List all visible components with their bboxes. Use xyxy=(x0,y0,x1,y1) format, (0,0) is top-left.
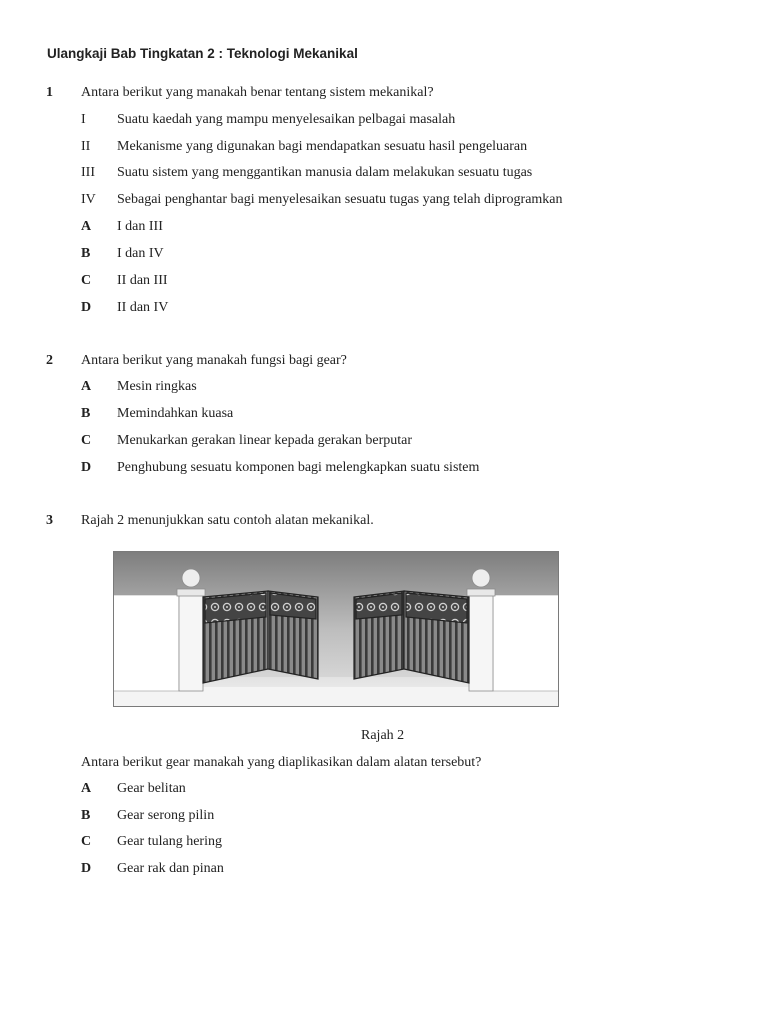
option-label: C xyxy=(81,273,92,288)
option-label: D xyxy=(81,861,92,876)
option-text: I dan IV xyxy=(117,246,164,261)
statement-text: Suatu kaedah yang mampu menyelesaikan pelbagai masalah xyxy=(117,112,456,127)
option-text: I dan III xyxy=(117,219,163,234)
option-label: D xyxy=(81,300,92,315)
option-label: A xyxy=(81,379,92,394)
gate-left-leaf xyxy=(203,591,318,683)
option-text: Memindahkan kuasa xyxy=(117,406,234,421)
statement-text: Sebagai penghantar bagi menyelesaikan sesuatu tugas yang telah diprogramkan xyxy=(117,192,563,207)
option-text: Gear tulang hering xyxy=(117,834,222,849)
figure-caption: Rajah 2 xyxy=(361,728,405,743)
question-number: 2 xyxy=(46,353,53,368)
gate-right-leaf xyxy=(354,591,469,683)
statement-label: II xyxy=(81,139,91,154)
question-number: 1 xyxy=(46,85,53,100)
option-label: A xyxy=(81,781,92,796)
option-label: C xyxy=(81,433,92,448)
option-text: Menukarkan gerakan linear kepada gerakan berputar xyxy=(117,433,413,448)
option-text: II dan III xyxy=(117,273,168,288)
statement-label: III xyxy=(81,165,95,180)
option-label: A xyxy=(81,219,92,234)
question-text: Antara berikut yang manakah benar tentang sistem mekanikal? xyxy=(81,85,434,100)
statement-label: IV xyxy=(81,192,96,207)
gate-illustration xyxy=(113,551,559,707)
option-label: B xyxy=(81,246,91,261)
option-text: Penghubung sesuatu komponen bagi melengkapkan suatu sistem xyxy=(117,460,480,475)
option-text: Gear serong pilin xyxy=(117,808,215,823)
statement-text: Mekanisme yang digunakan bagi mendapatkan sesuatu hasil pengeluaran xyxy=(117,139,528,154)
option-text: Mesin ringkas xyxy=(117,379,197,394)
option-label: D xyxy=(81,460,92,475)
option-label: C xyxy=(81,834,92,849)
option-text: Gear rak dan pinan xyxy=(117,861,224,876)
statement-text: Suatu sistem yang menggantikan manusia dalam melakukan sesuatu tugas xyxy=(117,165,533,180)
option-text: Gear belitan xyxy=(117,781,186,796)
question-text: Antara berikut yang manakah fungsi bagi gear? xyxy=(81,353,347,368)
option-label: B xyxy=(81,808,91,823)
option-text: II dan IV xyxy=(117,300,169,315)
question-text: Rajah 2 menunjukkan satu contoh alatan mekanikal. xyxy=(81,513,374,528)
statement-label: I xyxy=(81,112,86,127)
question-number: 3 xyxy=(46,513,53,528)
document-title: Ulangkaji Bab Tingkatan 2 : Teknologi Mekanikal xyxy=(47,46,358,61)
option-label: B xyxy=(81,406,91,421)
question-text: Antara berikut gear manakah yang diaplikasikan dalam alatan tersebut? xyxy=(81,755,482,770)
